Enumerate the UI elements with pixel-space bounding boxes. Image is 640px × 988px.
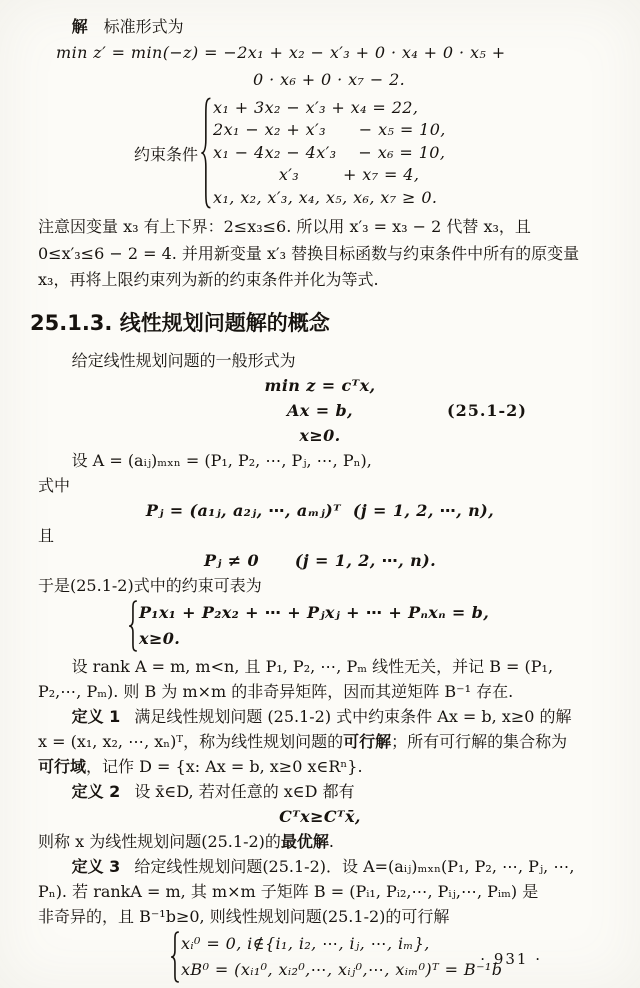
definition-3-line-3: 非奇异的，且 B⁻¹b≥0, 则线性规划问题(25.1-2)的可行解 [38,906,450,926]
definition-3-line-1 [38,854,602,879]
definition-1-line-3 [38,754,602,779]
lp-general-form [38,373,602,448]
section-intro: 给定线性规划问题的一般形式为 [71,350,296,370]
lp-objective: min z = cᵀx, [264,375,376,395]
constraint-equations [213,97,446,210]
definition-2-line-2-tail: . [328,831,335,851]
left-brace-icon [128,600,139,652]
definition-1-line-3-text: ，记作 D = {x: Ax = b, x≥0 x∈Rⁿ}. [86,756,363,776]
equation-number: (25.1-2) [447,400,527,420]
definition-1-text: 满足线性规划问题 (25.1-2) 式中约束条件 Ax = b, x≥0 的解 [134,706,572,726]
basic-solution-line-2: xB⁰ = (xᵢ₁⁰, xᵢ₂⁰,⋯, xᵢⱼ⁰,⋯, xᵢₘ⁰)ᵀ = B⁻¹b [181,959,503,979]
constraint-line-3: x₁ − 4x₂ − 4x′₃ − x₆ = 10, [213,142,446,162]
definition-1-line-1 [38,704,602,729]
matrix-definition: 设 A = (aᵢⱼ)ₘₓₙ = (P₁, P₂, ⋯, Pⱼ, ⋯, Pₙ), [71,450,372,470]
left-brace-icon [170,931,181,983]
expanded-equations [139,600,489,652]
section-heading: 25.1.3. 线性规划问题解的概念 [30,310,330,335]
definition-1-label: 定义 1 [71,706,121,726]
constraint-line-5: x₁, x₂, x′₃, x₄, x₅, x₆, x₇ ≥ 0. [213,187,438,207]
definition-1-line-2-tail: ；所有可行解的集合称为 [391,731,568,751]
definition-2-line-2 [38,829,602,854]
objective-line-1: min z′ = min(−z) = −2x₁ + x₂ − x′₃ + 0 · x₄ + 0 · x₅ + [56,43,506,62]
note-line-1: 注意因变量 x₃ 有上下界：2≤x₃≤6. 所以用 x′₃ = x₃ − 2 代替 x₃，且 [38,217,531,236]
expanded-line-1: P₁x₁ + P₂x₂ + ⋯ + Pⱼxⱼ + ⋯ + Pₙxₙ = b, [139,602,490,622]
thus-intro: 于是(25.1-2)式中的约束可表为 [38,575,262,595]
definition-3-label: 定义 3 [71,856,121,876]
note-line-2: 0≤x′₃≤6 − 2 = 4. 并用新变量 x′₃ 替换目标函数与约束条件中所有的原变量 [38,243,580,263]
definition-1-line-2 [38,729,602,754]
optimality-inequality: Cᵀx≥Cᵀx̄, [279,806,361,826]
column-vector-definition: Pⱼ = (a₁ⱼ, a₂ⱼ, ⋯, aₘⱼ)ᵀ (j = 1, 2, ⋯, n), [145,500,495,520]
constraint-line-4: x′₃ + x₇ = 4, [213,165,420,185]
objective-line-2: 0 · x₆ + 0 · x₇ − 2. [253,70,406,89]
solution-intro-line [38,14,602,39]
definition-3-line-2: Pₙ). 若 rankA = m, 其 m×m 子矩阵 B = (Pᵢ₁, Pᵢ₂,⋯, Pᵢⱼ,⋯, Pᵢₘ) 是 [38,881,539,901]
definition-3-text: 给定线性规划问题(25.1-2)．设 A=(aᵢⱼ)ₘₓₙ(P₁, P₂, ⋯, Pⱼ, ⋯, [134,856,575,876]
expanded-line-2: x≥0. [139,628,181,648]
expanded-constraint-system [128,600,602,652]
feasible-solution-term: 可行解 [343,731,392,751]
basic-solution-equations [181,931,502,983]
constraint-line-2: 2x₁ − x₂ + x′₃ − x₅ = 10, [213,120,446,140]
nonzero-condition: Pⱼ ≠ 0 (j = 1, 2, ⋯, n). [203,550,437,570]
lp-equality: Ax = b, [286,400,354,420]
page-number: · 931 · [480,950,542,968]
note-line-3: x₃，再将上限约束列为新的约束条件并化为等式. [38,270,379,289]
rank-paragraph-line-2: P₂,⋯, Pₘ). 则 B 为 m×m 的非奇异矩阵，因而其逆矩阵 B⁻¹ 存在. [38,681,514,701]
optimal-solution-term: 最优解 [280,831,329,851]
note-paragraph [38,214,602,294]
solution-intro-text: 标准形式为 [103,17,184,36]
definition-1-line-2-text: x = (x₁, x₂, ⋯, xₙ)ᵀ，称为线性规划问题的 [38,731,344,751]
and-label: 且 [38,525,55,545]
constraint-line-1: x₁ + 3x₂ − x′₃ + x₄ = 22, [213,97,419,117]
rank-paragraph-line-1: 设 rank A = m, m<n, 且 P₁, P₂, ⋯, Pₘ 线性无关，并记 B = (P₁, [71,656,554,676]
definition-2-text: 设 x̄∈D, 若对任意的 x∈D 都有 [134,781,355,801]
left-brace-icon [200,96,213,210]
definition-2-line-2-text: 则称 x 为线性规划问题(25.1-2)的 [38,831,281,851]
lp-nonnegativity: x≥0. [299,425,341,445]
definition-2-line-1 [38,779,602,804]
definition-2-label: 定义 2 [71,781,121,801]
where-label: 式中 [38,475,71,495]
constraints-label: 约束条件 [134,144,199,164]
solution-label: 解 [71,17,88,36]
feasible-region-term: 可行域 [38,756,87,776]
constraint-system [134,96,602,210]
basic-solution-line-1: xᵢ⁰ = 0, i∉{i₁, i₂, ⋯, iⱼ, ⋯, iₘ}, [181,933,430,953]
